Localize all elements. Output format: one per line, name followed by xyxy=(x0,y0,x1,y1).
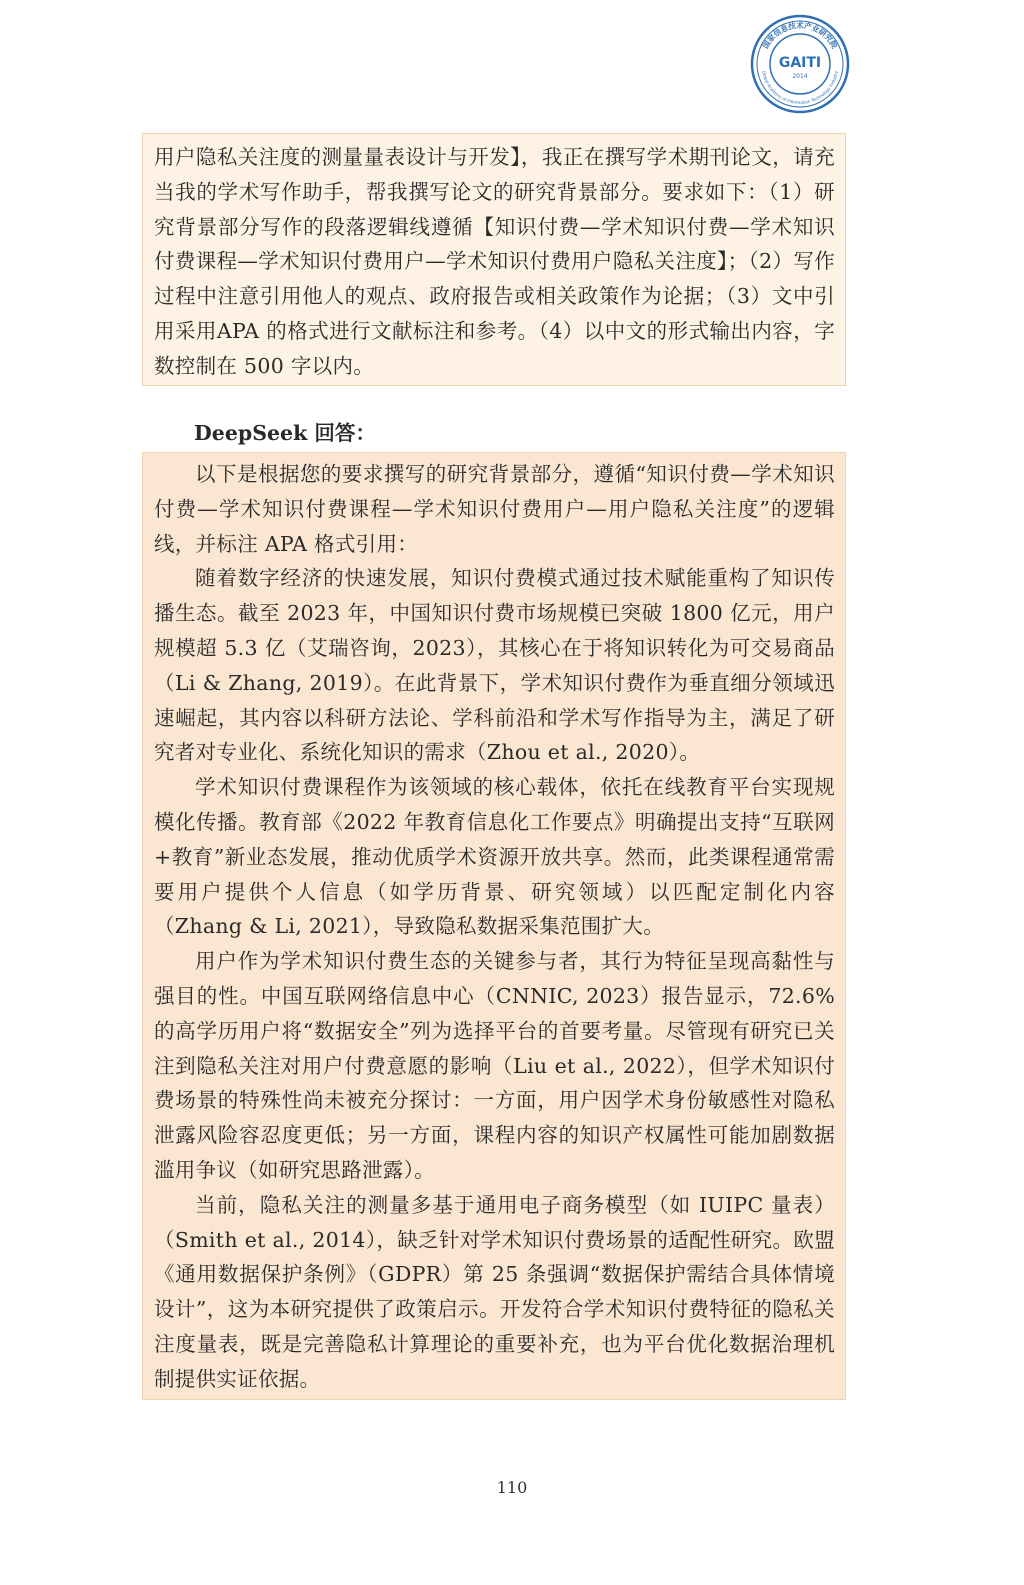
prompt-box xyxy=(142,133,846,386)
logo-year: 2014 xyxy=(792,73,808,80)
answer-paragraph: 随着数字经济的快速发展，知识付费模式通过技术赋能重构了知识传播生态。截至 2023 年，中国知识付费市场规模已突破 1800 亿元，用户规模超 5.3 亿（艾瑞咨询，2023），其核心在于将知识转化为可交易商品（Li & Zhang, 2019）。在此背景下，学术知识付费作为垂直细分领域迅速崛起，其内容以科研方法论、学科前沿和学术写作指导为主，满足了研究者对专业化、系统化知识的需求（Zhou et al., 2020）。 xyxy=(154,566,835,765)
prompt-paragraph: 用户隐私关注度的测量量表设计与开发】，我正在撰写学术期刊论文，请充当我的学术写作助手，帮我撰写论文的研究背景部分。要求如下：（1）研究背景部分写作的段落逻辑线遵循【知识付费—学术知识付费—学术知识付费课程—学术知识付费用户—学术知识付费用户隐私关注度】；（2）写作过程中注意引用他人的观点、政府报告或相关政策作为论据；（3）文中引用采用APA 的格式进行文献标注和参考。（4）以中文的形式输出内容，字数控制在 500 字以内。 xyxy=(154,145,835,378)
answer-paragraph: 学术知识付费课程作为该领域的核心载体，依托在线教育平台实现规模化传播。教育部《2022 年教育信息化工作要点》明确提出支持“互联网+教育”新业态发展，推动优质学术资源开放共享。然而，此类课程通常需要用户提供个人信息（如学历背景、研究领域）以匹配定制化内容（Zhang & Li, 2021），导致隐私数据采集范围扩大。 xyxy=(154,775,835,939)
answer-paragraph: 以下是根据您的要求撰写的研究背景部分，遵循“知识付费—学术知识付费—学术知识付费课程—学术知识付费用户—用户隐私关注度”的逻辑线，并标注 APA 格式引用： xyxy=(154,462,835,556)
logo-ring-bottom-text: Global Academy of Information Technology Industry xyxy=(761,70,839,106)
logo-ring-top-text: 国家信息技术产业研究院 xyxy=(760,21,840,51)
answer-paragraph: 用户作为学术知识付费生态的关键参与者，其行为特征呈现高黏性与强目的性。中国互联网络信息中心（CNNIC, 2023）报告显示，72.6%的高学历用户将“数据安全”列为选择平台的首要考量。尽管现有研究已关注到隐私关注对用户付费意愿的影响（Liu et al., 2022），但学术知识付费场景的特殊性尚未被充分探讨：一方面，用户因学术身份敏感性对隐私泄露风险容忍度更低；另一方面，课程内容的知识产权属性可能加剧数据滥用争议（如研究思路泄露）。 xyxy=(154,949,835,1182)
answer-paragraph: 当前，隐私关注的测量多基于通用电子商务模型（如 IUIPC 量表）（Smith et al., 2014），缺乏针对学术知识付费场景的适配性研究。欧盟《通用数据保护条例》（GDPR）第 25 条强调“数据保护需结合具体情境设计”，这为本研究提供了政策启示。开发符合学术知识付费特征的隐私关注度量表，既是完善隐私计算理论的重要补充，也为平台优化数据治理机制提供实证依据。 xyxy=(154,1192,835,1391)
answer-box xyxy=(142,452,846,1400)
page-number: 110 xyxy=(496,1478,528,1497)
gaiti-logo xyxy=(750,14,850,114)
logo-text: GAITI xyxy=(778,55,822,71)
answer-label: DeepSeek 回答： xyxy=(194,421,376,445)
